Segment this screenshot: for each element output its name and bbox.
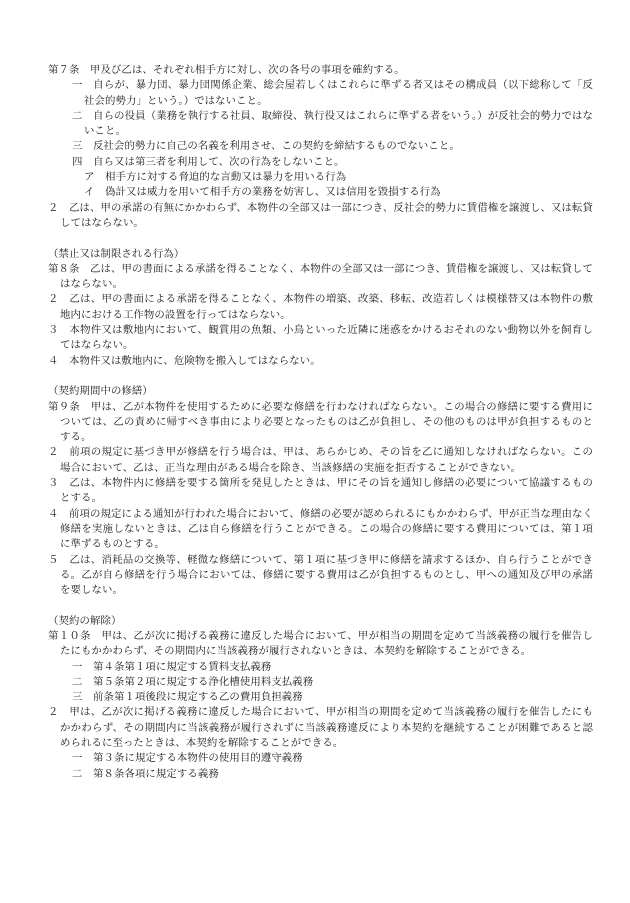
- clause-item: 二 自らの役員（業務を執行する社員、取締役、執行役又はこれらに準ずる者をいう。）が反社会的勢力ではないこと。: [72, 109, 593, 138]
- article-clause: ２ 乙は、甲の承諾の有無にかかわらず、本物件の全部又は一部につき、反社会的勢力に賃借権を譲渡し、又は転貸してはならない。: [48, 201, 593, 229]
- section-heading: （禁止又は制限される行為）: [48, 247, 185, 260]
- section-heading: （契約の解除）: [48, 614, 122, 627]
- document-section: [48, 614, 593, 782]
- article-clause: 第１０条 甲は、乙が次に掲げる義務に違反した場合において、甲が相当の期間を定めて当該義務の履行を催告したにもかかわらず、その期間内に当該義務が履行されないときは、本契約を解除することができる。: [48, 629, 593, 658]
- clause-item: 三 前条第１項後段に規定する乙の費用負担義務: [72, 691, 303, 704]
- document-section: [48, 384, 593, 598]
- article-clause: 第７条 甲及び乙は、それぞれ相手方に対し、次の各号の事項を確約する。: [48, 64, 405, 76]
- article-clause: ４ 前項の規定による通知が行われた場合において、修繕の必要が認められるにもかかわらず、甲が正当な理由なく修繕を実施しないときは、乙は自ら修繕を行うことができる。この場合の修繕に要する費用については、第１項に準ずるものとする。: [48, 507, 593, 551]
- clause-subitem: イ 偽計又は威力を用いて相手方の業務を妨害し、又は信用を毀損する行為: [84, 186, 441, 199]
- article-clause: ３ 本物件又は敷地内において、観賞用の魚類、小鳥といった近隣に迷惑をかけるおそれのない動物以外を飼育してはならない。: [48, 324, 593, 352]
- clause-item: 一 第３条に規定する本物件の使用目的遵守義務: [72, 752, 303, 765]
- clause-subitem: ア 相手方に対する脅迫的な言動又は暴力を用いる行為: [84, 171, 347, 184]
- article-clause: 第９条 甲は、乙が本物件を使用するために必要な修繕を行わなければならない。この場合の修繕に要する費用については、乙の責めに帰すべき事由により必要となったものは乙が負担し、その他のものは甲が負担するものとする。: [48, 400, 593, 444]
- article-clause: ５ 乙は、消耗品の交換等、軽微な修繕について、第１項に基づき甲に修繕を請求するほか、自ら行うことができる。乙が自ら修繕を行う場合においては、修繕に要する費用は乙が負担するものとし、甲への通知及び甲の承諾を要しない。: [48, 553, 593, 597]
- clause-item: 二 第５条第２項に規定する浄化槽使用料支払義務: [72, 675, 314, 688]
- clause-item: 一 第４条第１項に規定する賃料支払義務: [72, 660, 272, 673]
- section-heading: （契約期間中の修繕）: [48, 385, 153, 398]
- article-clause: ４ 本物件又は敷地内に、危険物を搬入してはならない。: [48, 354, 321, 367]
- document-section: [48, 63, 593, 231]
- clause-item: 二 第８条各項に規定する義務: [72, 767, 219, 780]
- clause-item: 一 自らが、暴力団、暴力団関係企業、総会屋若しくはこれらに準ずる者又はその構成員（以下総称して「反社会的勢力」という。）ではないこと。: [72, 79, 593, 107]
- clause-item: 三 反社会的勢力に自己の名義を利用させ、この契約を締結するものでないこと。: [72, 140, 460, 153]
- contract-document: [48, 63, 593, 782]
- article-clause: ２ 乙は、甲の書面による承諾を得ることなく、本物件の増築、改築、移転、改造若しくは模様替又は本物件の敷地内における工作物の設置を行ってはならない。: [48, 293, 593, 321]
- article-clause: ３ 乙は、本物件内に修繕を要する箇所を発見したときは、甲にその旨を通知し修繕の必要について協議するものとする。: [48, 477, 593, 505]
- article-clause: ２ 前項の規定に基づき甲が修繕を行う場合は、甲は、あらかじめ、その旨を乙に通知しなければならない。この場合において、乙は、正当な理由がある場合を除き、当該修繕の実施を拒否することができない。: [48, 446, 593, 474]
- article-clause: ２ 甲は、乙が次に掲げる義務に違反した場合において、甲が相当の期間を定めて当該義務の履行を催告したにもかかわらず、その期間内に当該義務が履行されずに当該義務違反により本契約を継続することが困難であると認められるに至ったときは、本契約を解除することができる。: [48, 706, 593, 750]
- article-clause: 第８条 乙は、甲の書面による承諾を得ることなく、本物件の全部又は一部につき、賃借権を譲渡し、又は転貸してはならない。: [48, 262, 593, 291]
- document-section: [48, 247, 593, 369]
- clause-item: 四 自ら又は第三者を利用して、次の行為をしないこと。: [72, 155, 345, 168]
